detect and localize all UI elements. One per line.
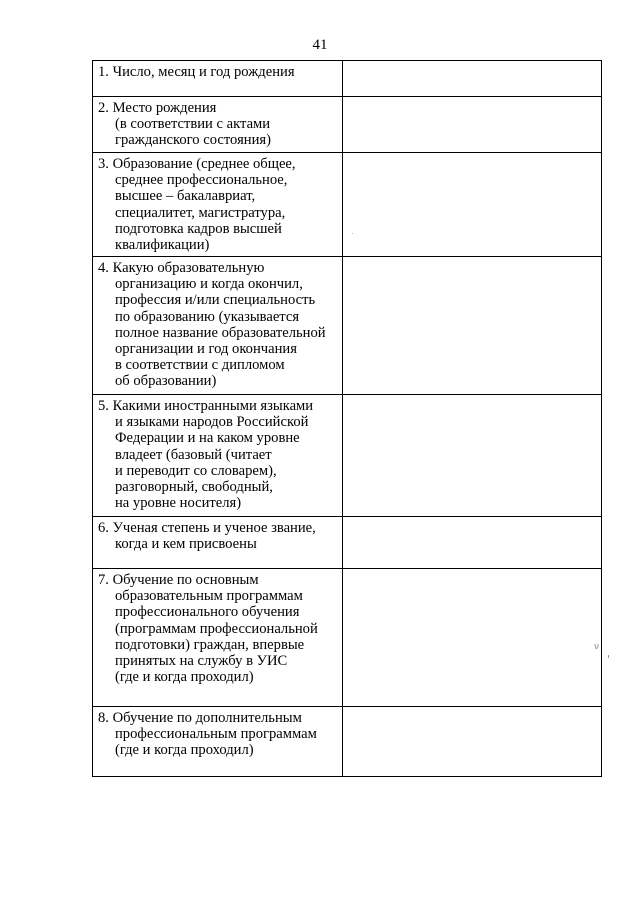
row-value-cell[interactable] [343,569,602,707]
row-label [93,153,343,257]
questionnaire-table [92,60,602,777]
row-label-line: подготовки) граждан, впервые [115,636,305,653]
row-label-line: специалитет, магистратура, [115,204,286,221]
row-label-line: 2. Место рождения [98,100,217,116]
row-label-line: 6. Ученая степень и ученое звание, [98,520,316,536]
table-row [93,257,602,395]
row-label-line: (где и когда проходил) [115,742,254,759]
row-label [93,257,343,395]
page-number: 41 [312,37,328,53]
row-label-line: профессиональным программам [115,726,317,743]
row-label [93,707,343,777]
table-row [93,707,602,777]
scan-artifact-mark: ν [594,642,600,652]
row-label-line: разговорный, свободный, [115,479,273,496]
row-label-line: организацию и когда окончил, [115,276,303,293]
table-row [93,395,602,517]
row-label-line: (где и когда проходил) [115,669,254,686]
row-label-line: полное название образовательной [115,324,326,341]
row-label-line: в соответствии с дипломом [115,357,285,374]
row-label-line: принятых на службу в УИС [115,653,288,670]
row-label-line: Федерации и на каком уровне [115,430,300,447]
row-label-line: владеет (базовый (читает [115,446,272,463]
row-value-cell[interactable] [343,395,602,517]
row-label-line: профессия и/или специальность [115,292,316,309]
row-label-line: и переводит со словарем), [115,462,277,479]
row-label-line: по образованию (указывается [115,308,300,325]
row-value-cell[interactable] [343,517,602,569]
row-label-line: когда и кем присвоены [115,536,257,553]
row-label [93,61,343,97]
row-label-line: 3. Образование (среднее общее, [98,156,296,172]
row-value-cell[interactable] [343,707,602,777]
table-row [93,97,602,153]
row-label-line: подготовка кадров высшей [115,220,282,237]
row-label-line: и языками народов Российской [115,414,309,431]
row-label-line: высшее – бакалавриат, [115,188,256,205]
row-label-line: организации и год окончания [115,341,297,358]
table-row [93,569,602,707]
row-label-line: об образовании) [115,373,217,390]
row-label-line: квалификации) [115,237,210,254]
row-label-line: на уровне носителя) [115,495,242,512]
row-label-line: профессионального обучения [115,604,300,621]
row-label-line: среднее профессиональное, [115,172,288,189]
row-label-line: 4. Какую образовательную [98,260,265,276]
row-label-line: образовательным программам [115,588,303,605]
row-label-line: (программам профессиональной [115,620,318,637]
row-label-line: 8. Обучение по дополнительным [98,710,302,726]
table-row [93,517,602,569]
row-value-cell[interactable] [343,153,602,257]
row-label-line: 5. Какими иностранными языками [98,398,314,414]
row-value-cell[interactable] [343,61,602,97]
scan-artifact-dot [352,233,353,234]
row-label-line: гражданского состояния) [115,132,271,149]
table-row [93,61,602,97]
row-label [93,97,343,153]
row-label-line: (в соответствии с актами [115,116,271,133]
table-row [93,153,602,257]
row-label-line: 7. Обучение по основным [98,572,259,588]
scan-artifact-dot [608,655,609,658]
row-label [93,517,343,569]
row-value-cell[interactable] [343,97,602,153]
row-value-cell[interactable] [343,257,602,395]
row-label-line: 1. Число, месяц и год рождения [98,64,295,80]
row-label [93,395,343,517]
row-label [93,569,343,707]
